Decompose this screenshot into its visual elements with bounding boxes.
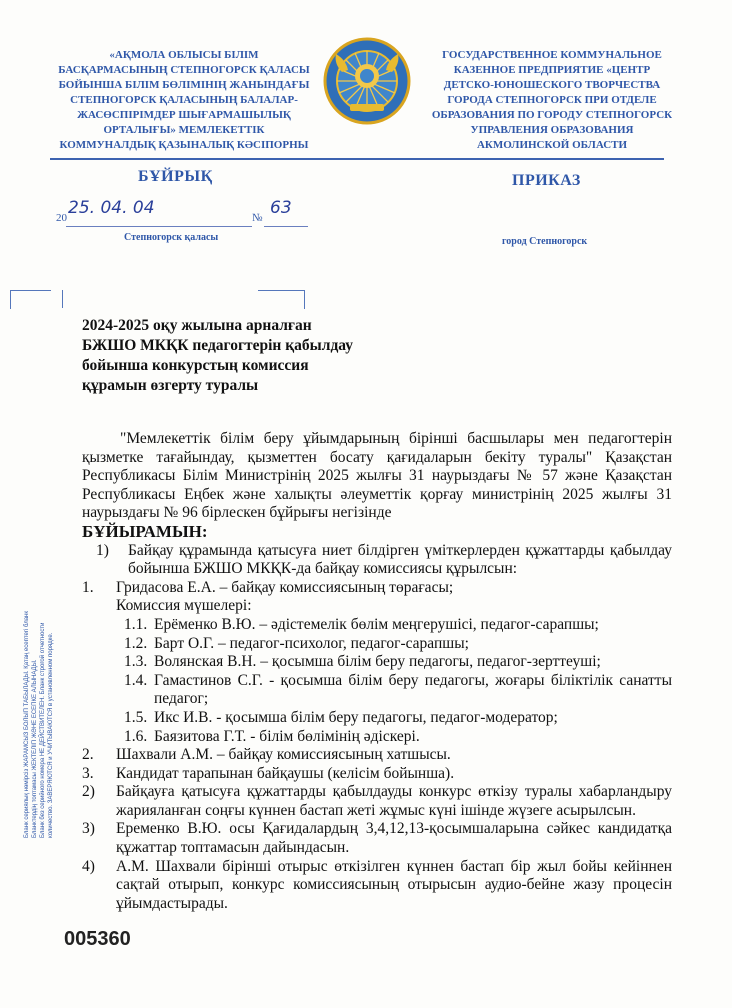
state-emblem-icon [322, 36, 412, 126]
member-item [82, 709, 672, 728]
item-number: 1.4. [124, 671, 148, 689]
member-item [82, 635, 672, 654]
side-stamp [24, 418, 54, 838]
item-number: 1.1. [124, 615, 148, 633]
number-underline [264, 226, 308, 227]
side-stamp-line: Бланктердің топтамасы ЖЕКТЕЛІП ЖӘНЕ ЕСЕПКЕ АЛЫНАДЫ. [32, 659, 38, 838]
list-item [82, 858, 672, 914]
item-text: Гамастинов С.Г. - қосымша білім беру педагогы, жоғары біліктілік санатты педагог; [154, 671, 672, 708]
item-text: Баязитова Г.Т. - білім бөлімінің әдіскері. [154, 727, 420, 745]
number-prefix: № [252, 212, 263, 224]
item-text: Шахвали А.М. – байқау комиссиясының хатшысы. [116, 746, 451, 764]
intro-paragraph: "Мемлекеттік білім беру ұйымдарының бірінші басшылары мен педагогтерін қызметке тағайындау, қызметтен босату қағидаларын бекіту туралы" Қазақстан Республикасы Білім Министрінің 2025 жылғы 31 наурыздағы № 57 және Қазақстан Республикасы Еңбек және халықты әлеуметтік қорғау министрінің 2025 жылғы 31 наурыздағы № 96 бірлескен бұйрығы негізінде [82, 430, 672, 522]
list-item [82, 579, 672, 598]
item-number: 3. [82, 764, 94, 782]
item-number: 4) [82, 857, 95, 875]
item-number: 3) [82, 820, 95, 838]
order-title-kz: БҰЙРЫҚ [138, 168, 213, 185]
list-item [82, 746, 672, 765]
org-name-kz-line: «АҚМОЛА ОБЛЫСЫ БІЛІМ [109, 49, 259, 61]
order-title-ru: ПРИКАЗ [512, 172, 581, 189]
org-name-ru-line: ГОСУДАРСТВЕННОЕ КОММУНАЛЬНОЕ [442, 49, 662, 61]
org-name-ru [424, 48, 680, 153]
item-text: Икс И.В. - қосымша білім беру педагогы, педагог-модератор; [154, 708, 558, 726]
member-item [82, 653, 672, 672]
org-name-kz-line: КОММУНАЛДЫҚ ҚАЗЫНАЛЫҚ КӘСІПОРНЫ [59, 139, 309, 151]
org-name-kz-line: БАСҚАРМАСЫНЫҢ СТЕПНОГОРСК ҚАЛАСЫ [58, 64, 310, 76]
item-text: Байқауға қатысуға құжаттарды қабылдауды конкурс өткізу туралы хабарландыру жарияланған соңғы күннен бастап жеті жұмыс күні ішінде жүзеге асырылсын. [116, 783, 672, 819]
item-number: 2) [82, 783, 95, 801]
org-name-kz-line: ЖАСӨСПІРІМДЕР ШЫҒАРМАШЫЛЫҚ [77, 109, 291, 121]
item-text: Еременко В.Ю. осы Қағидалардың 3,4,12,13-қосымшаларына сәйкес кандидатқа құжаттар топтамасын дайындасын. [116, 820, 672, 857]
org-name-kz-line: СТЕПНОГОРСК ҚАЛАСЫНЫҢ БАЛАЛАР- [70, 94, 298, 106]
item-text: Барт О.Г. – педагог-психолог, педагог-сарапшы; [154, 634, 469, 652]
side-stamp-line: количество. ЗАВЕРЯЮТСЯ и УЧИТЫВАЮТСЯ в установленном порядке. [48, 632, 54, 838]
place-ru: город Степногорск [502, 236, 588, 247]
handwritten-number: 63 [270, 198, 292, 218]
member-item [82, 616, 672, 635]
org-name-ru-line: КАЗЕННОЕ ПРЕДПРИЯТИЕ «ЦЕНТР [453, 64, 651, 76]
item-text: Волянская В.Н. – қосымша білім беру педагогы, педагог-зерттеуші; [154, 653, 601, 671]
corner-mark [10, 290, 51, 309]
order-word: БҰЙЫРАМЫН: [82, 521, 208, 541]
year-prefix: 20 [56, 212, 67, 224]
corner-mark [258, 290, 305, 309]
item-number: 1.6. [124, 727, 148, 745]
item-number: 2. [82, 746, 94, 764]
handwritten-date: 25. 04. 04 [68, 198, 155, 218]
org-name-ru-line: УПРАВЛЕНИЯ ОБРАЗОВАНИЯ [470, 124, 634, 136]
member-item [82, 672, 672, 709]
item-text: Гридасова Е.А. – байқау комиссиясының төрағасы; [116, 578, 454, 596]
item-number: 1.2. [124, 634, 148, 652]
item-text: Кандидат тарапынан байқаушы (келісім бойынша). [116, 764, 455, 782]
item-number: 1.5. [124, 708, 148, 726]
org-name-ru-line: ГОРОДА СТЕПНОГОРСК ПРИ ОТДЕЛЕ [447, 94, 657, 106]
item-text: Ерёменко В.Ю. – әдістемелік бөлім меңгерушісі, педагог-сарапшы; [154, 615, 599, 633]
date-underline [66, 226, 252, 227]
title-line: 2024-2025 оқу жылына арналған [82, 317, 312, 334]
title-line: БЖШО МКҚК педагогтерін қабылдау [82, 337, 354, 354]
registration-number: 005360 [64, 928, 131, 950]
side-stamp-line: Бланк без серийного номера НЕ ДЕЙСТВИТЕЛЕН. Бланк строгой отчетности [40, 622, 46, 838]
member-item [82, 728, 672, 747]
org-name-ru-line: АКМОЛИНСКОЙ ОБЛАСТИ [476, 139, 628, 151]
members-label: Комиссия мүшелері: [116, 597, 252, 615]
org-name-ru-line: ОБРАЗОВАНИЯ ПО ГОРОДУ СТЕПНОГОРСК [431, 109, 673, 121]
item-text: Байқау құрамында қатысуға ниет білдірген үміткерлерден құжаттарды қабылдау бойынша БЖШО МКҚК-да байқау комиссиясы құрылсын: [128, 541, 672, 578]
org-name-kz [58, 48, 310, 153]
header-divider [50, 158, 664, 160]
place-kz: Степногорск қаласы [124, 232, 219, 243]
org-name-kz-line: ОРТАЛЫҒЫ» МЕМЛЕКЕТТІК [103, 124, 265, 136]
document-body [82, 430, 672, 913]
list-item [82, 820, 672, 857]
item-number: 1.3. [124, 653, 148, 671]
order-date-line [56, 200, 316, 226]
list-item [82, 765, 672, 784]
org-name-ru-line: ДЕТСКО-ЮНОШЕСКОГО ТВОРЧЕСТВА [443, 79, 661, 91]
side-stamp-line: Бланк сериялық нөмірсіз ЖАРАМСЫЗ БОЛЫП ТАБЫЛАДЫ. Қатаң есептегі бланк [24, 610, 30, 838]
item-number: 1. [82, 578, 94, 596]
org-name-kz-line: БОЙЫНША БІЛІМ БӨЛІМІНІҢ ЖАНЫНДАҒЫ [58, 79, 310, 91]
corner-mark [62, 290, 64, 308]
document-title [82, 316, 353, 396]
list-item [82, 783, 672, 820]
item-number: 1) [96, 541, 109, 559]
title-line: бойынша конкурстың комиссия [82, 357, 309, 374]
item-text: А.М. Шахвали бірінші отырыс өткізілген күннен бастап бір жыл бойы кейіннен сақтай отырып, конкурс комиссиясының отырысын аудио-бейне жазу процесін ұйымдастырады. [116, 857, 672, 912]
list-item [82, 542, 672, 579]
title-line: құрамын өзгерту туралы [82, 377, 259, 394]
